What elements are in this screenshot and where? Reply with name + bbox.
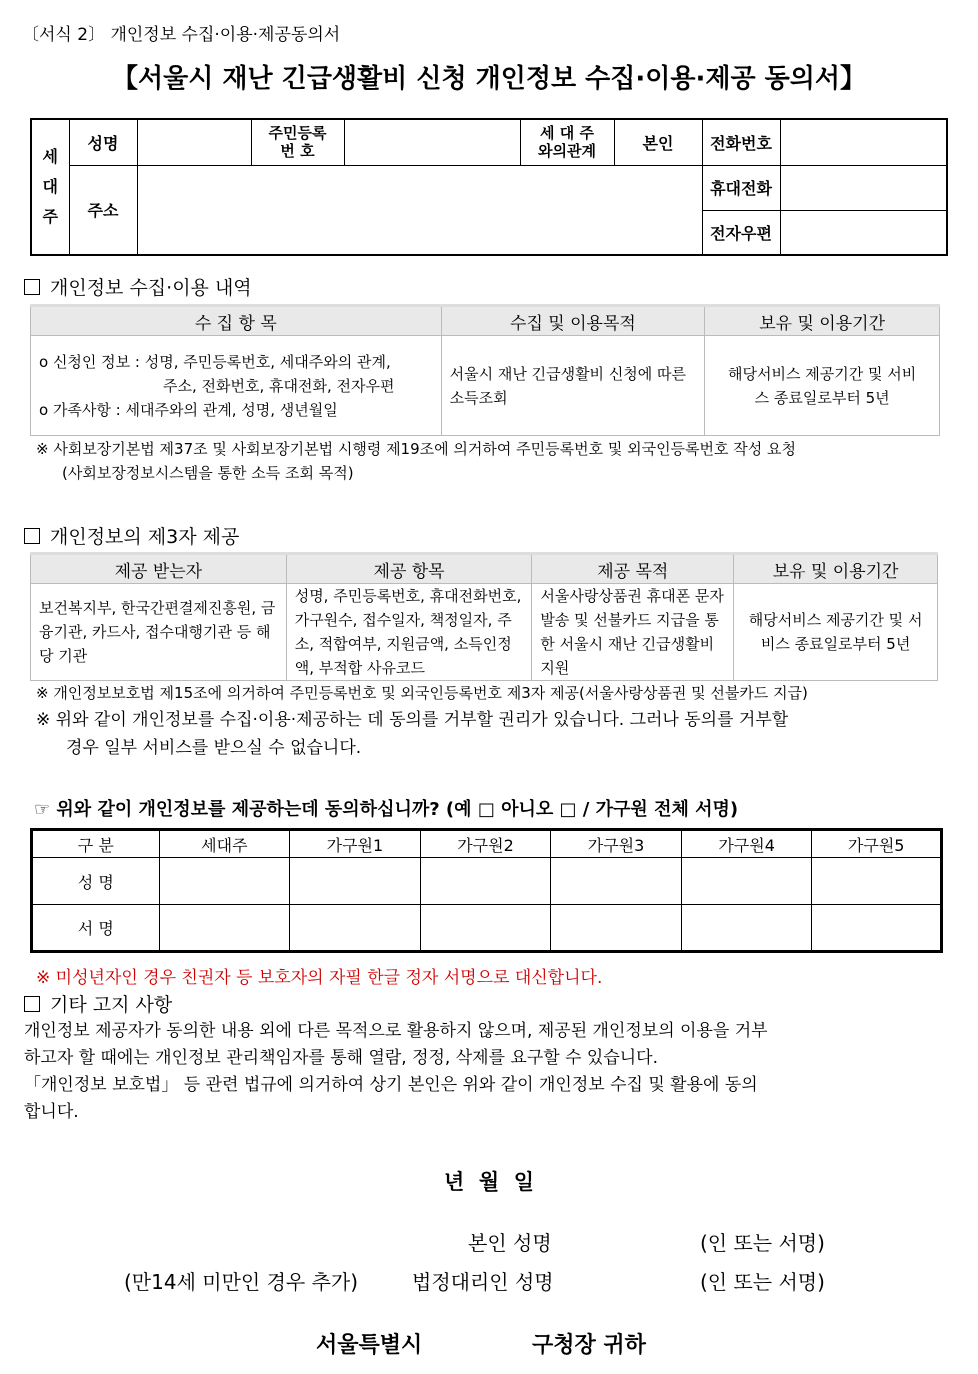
phone-field[interactable] bbox=[780, 119, 947, 165]
sign-cell-member5[interactable] bbox=[812, 905, 942, 952]
mobile-field[interactable] bbox=[780, 165, 947, 210]
relation-value: 본인 bbox=[614, 119, 702, 165]
relation-label: 세 대 주 와의관계 bbox=[520, 119, 614, 165]
name-cell-member2[interactable] bbox=[420, 858, 551, 905]
sign-cell-head[interactable] bbox=[159, 905, 290, 952]
guardian-name-label: 법정대리인 성명 bbox=[412, 1270, 554, 1294]
guardian-sign-label: (인 또는 서명) bbox=[700, 1270, 825, 1294]
sig-header-member5: 가구원5 bbox=[812, 830, 942, 858]
consent-question: ☞ 위와 같이 개인정보를 제공하는데 동의하십니까? (예 □ 아니오 □ / 가구원 전체 서명) bbox=[34, 799, 739, 820]
notice-paragraph: 개인정보 제공자가 동의한 내용 외에 다른 목적으로 활용하지 않으며, 제공된 개인정보의 이용을 거부 하고자 할 때에는 개인정보 관리책임자를 통해 열람, 정정, 삭제를 요구할 수 있습니다. 「개인정보 보호법」 등 관련 법규에 의거하여 상기 본인은 위와 같이 개인정보 수집 및 활용에 동의 합니다. bbox=[24, 1021, 768, 1122]
date-line: 년 월 일 bbox=[443, 1170, 535, 1194]
provision-header-purpose: 제공 목적 bbox=[532, 554, 734, 584]
name-cell-head[interactable] bbox=[159, 858, 290, 905]
collection-table bbox=[30, 304, 940, 436]
name-cell-member3[interactable] bbox=[551, 858, 682, 905]
phone-label: 전화번호 bbox=[702, 119, 780, 165]
sig-row-sign-label: 서 명 bbox=[32, 905, 160, 952]
collection-header-items: 수 집 항 목 bbox=[31, 306, 442, 336]
sign-cell-member3[interactable] bbox=[551, 905, 682, 952]
household-side-label: 세 대 주 bbox=[31, 119, 69, 255]
section3-heading: 기타 고지 사항 bbox=[24, 990, 172, 1017]
name-cell-member5[interactable] bbox=[812, 858, 942, 905]
sig-row-name-label: 성 명 bbox=[32, 858, 160, 905]
sig-header-head: 세대주 bbox=[159, 830, 290, 858]
sig-header-member2: 가구원2 bbox=[420, 830, 551, 858]
collection-header-period: 보유 및 이용기간 bbox=[705, 306, 940, 336]
provision-header-recipient: 제공 받는자 bbox=[31, 554, 287, 584]
sig-header-member4: 가구원4 bbox=[681, 830, 812, 858]
provision-recipient: 보건복지부, 한국간편결제진흥원, 금융기관, 카드사, 접수대행기관 등 해당 기관 bbox=[31, 584, 287, 681]
name-field[interactable] bbox=[137, 119, 251, 165]
provision-table bbox=[30, 552, 938, 681]
name-cell-member1[interactable] bbox=[290, 858, 421, 905]
collection-items: o 신청인 정보 : 성명, 주민등록번호, 세대주와의 관계, 주소, 전화번호, 휴대전화, 전자우편 o 가족사항 : 세대주와의 관계, 성명, 생년월일 bbox=[31, 336, 442, 436]
collection-purpose: 서울시 재난 긴급생활비 신청에 따른 소득조회 bbox=[441, 336, 705, 436]
section2-note1: ※ 개인정보보호법 제15조에 의거하여 주민등록번호 및 외국인등록번호 제3자 제공(서울사랑상품권 및 선불카드 지급) bbox=[36, 684, 808, 702]
section2-heading: 개인정보의 제3자 제공 bbox=[24, 522, 239, 549]
sign-cell-member4[interactable] bbox=[681, 905, 812, 952]
checkbox-icon bbox=[24, 528, 40, 544]
self-name-label: 본인 성명 bbox=[468, 1231, 552, 1255]
provision-purpose: 서울사랑상품권 휴대폰 문자 발송 및 선불카드 지급을 통한 서울시 재난 긴급생활비 지원 bbox=[532, 584, 734, 681]
city-label: 서울특별시 bbox=[316, 1333, 423, 1358]
rrn-label: 주민등록 번 호 bbox=[251, 119, 344, 165]
email-field[interactable] bbox=[780, 210, 947, 255]
household-table bbox=[30, 118, 948, 256]
section1-heading: 개인정보 수집·이용 내역 bbox=[24, 273, 252, 300]
provision-header-items: 제공 항목 bbox=[286, 554, 532, 584]
document-title: 【서울시 재난 긴급생활비 신청 개인정보 수집·이용·제공 동의서】 bbox=[112, 64, 866, 94]
sig-header-member3: 가구원3 bbox=[551, 830, 682, 858]
checkbox-icon bbox=[24, 996, 40, 1012]
address-label: 주소 bbox=[69, 165, 137, 255]
mobile-label: 휴대전화 bbox=[702, 165, 780, 210]
provision-period: 해당서비스 제공기간 및 서비스 종료일로부터 5년 bbox=[734, 584, 938, 681]
minor-condition-label: (만14세 미만인 경우 추가) bbox=[124, 1270, 359, 1294]
name-label: 성명 bbox=[69, 119, 137, 165]
provision-header-period: 보유 및 이용기간 bbox=[734, 554, 938, 584]
sig-header-member1: 가구원1 bbox=[290, 830, 421, 858]
form-label: 〔서식 2〕 개인정보 수집·이용·제공동의서 bbox=[22, 25, 341, 45]
minor-note: ※ 미성년자인 경우 친권자 등 보호자의 자필 한글 정자 서명으로 대신합니다. bbox=[36, 968, 603, 988]
rrn-field[interactable] bbox=[344, 119, 520, 165]
section1-note: ※ 사회보장기본법 제37조 및 사회보장기본법 시행령 제19조에 의거하여 주민등록번호 및 외국인등록번호 작성 요청 (사회보장정보시스템을 통한 소득 조회 목적) bbox=[36, 440, 797, 482]
sig-header-division: 구 분 bbox=[32, 830, 160, 858]
address-field[interactable] bbox=[137, 165, 702, 255]
sign-cell-member2[interactable] bbox=[420, 905, 551, 952]
signature-table bbox=[30, 828, 943, 953]
provision-items: 성명, 주민등록번호, 휴대전화번호, 가구원수, 접수일자, 책정일자, 주소, 적합여부, 지원금액, 소득인정액, 부적합 사유코드 bbox=[286, 584, 532, 681]
sign-cell-member1[interactable] bbox=[290, 905, 421, 952]
email-label: 전자우편 bbox=[702, 210, 780, 255]
collection-header-purpose: 수집 및 이용목적 bbox=[441, 306, 705, 336]
collection-period: 해당서비스 제공기간 및 서비스 종료일로부터 5년 bbox=[705, 336, 940, 436]
checkbox-icon bbox=[24, 279, 40, 295]
name-cell-member4[interactable] bbox=[681, 858, 812, 905]
self-sign-label: (인 또는 서명) bbox=[700, 1231, 825, 1255]
addressee-label: 구청장 귀하 bbox=[532, 1333, 646, 1358]
section2-note2: ※ 위와 같이 개인정보를 수집·이용·제공하는 데 동의를 거부할 권리가 있습니다. 그러나 동의를 거부할 경우 일부 서비스를 받으실 수 없습니다. bbox=[36, 710, 789, 758]
